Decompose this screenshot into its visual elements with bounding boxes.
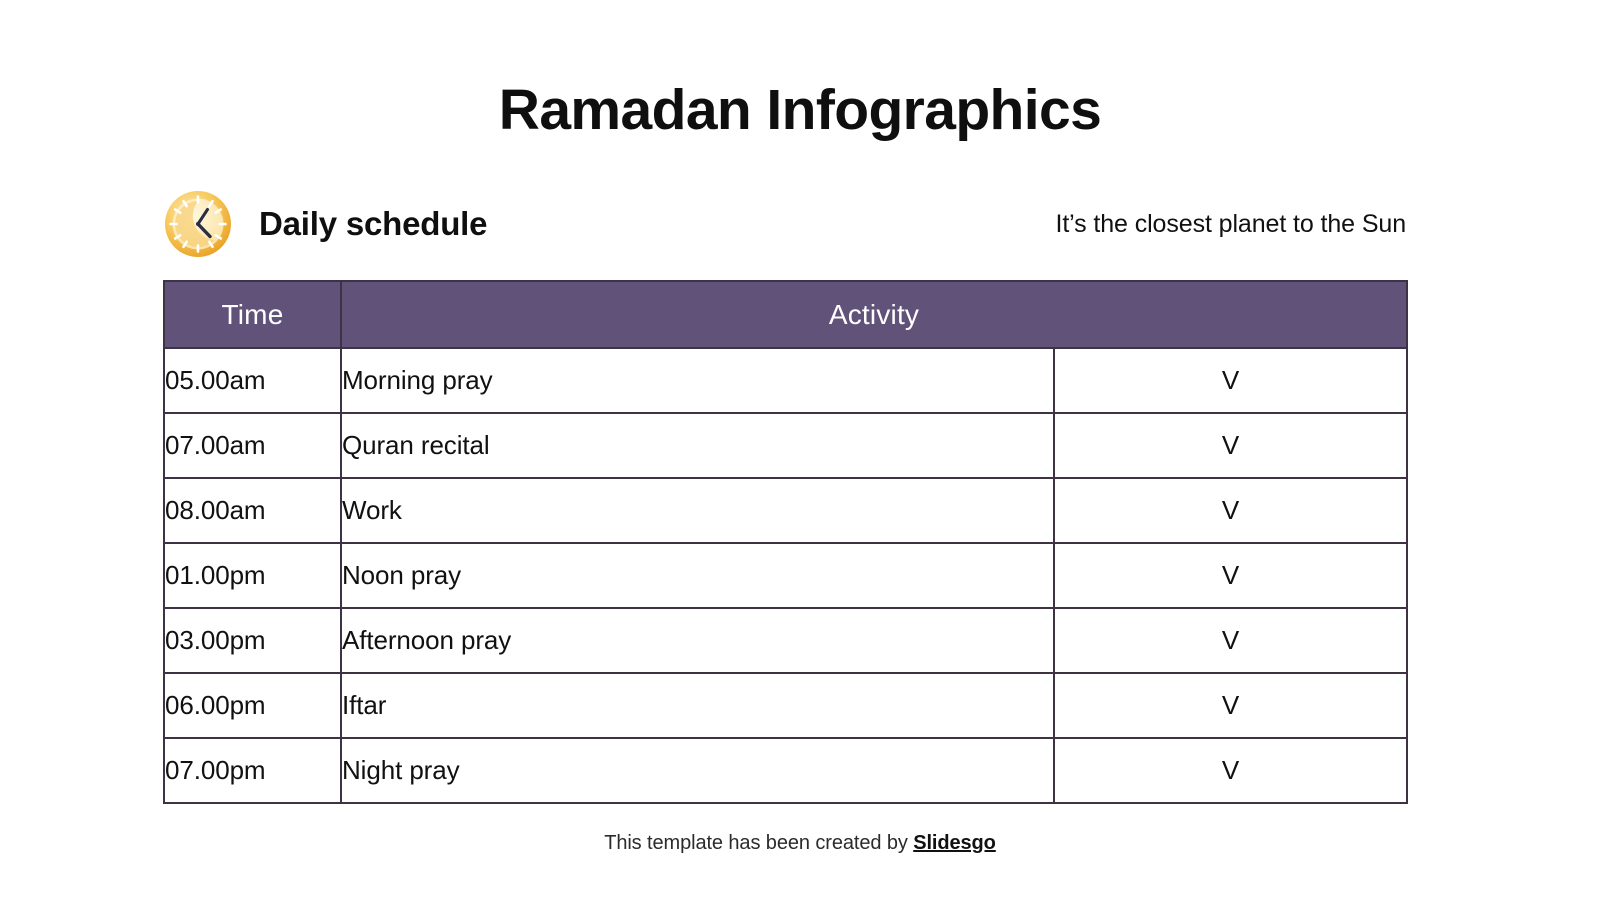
table-row	[164, 608, 1407, 673]
table-row	[164, 413, 1407, 478]
section-header	[163, 190, 1406, 258]
table-row	[164, 738, 1407, 803]
table-row	[164, 673, 1407, 738]
cell-activity: Work	[341, 478, 1054, 543]
cell-activity: Noon pray	[341, 543, 1054, 608]
cell-activity: Night pray	[341, 738, 1054, 803]
table-header-row	[164, 281, 1407, 348]
table-row	[164, 478, 1407, 543]
daily-schedule-table	[163, 280, 1408, 804]
column-header-time: Time	[164, 281, 341, 348]
cell-activity: Morning pray	[341, 348, 1054, 413]
slidesgo-link[interactable]: Slidesgo	[913, 832, 996, 854]
page-title: Ramadan Infographics	[498, 78, 1102, 142]
cell-check-mark[interactable]: V	[1054, 673, 1407, 738]
table-row	[164, 543, 1407, 608]
table-row	[164, 348, 1407, 413]
cell-activity: Afternoon pray	[341, 608, 1054, 673]
clock-icon	[163, 189, 233, 259]
cell-activity: Quran recital	[341, 413, 1054, 478]
footer-text: This template has been created by	[604, 832, 914, 854]
column-header-activity: Activity	[341, 281, 1407, 348]
cell-check-mark[interactable]: V	[1054, 543, 1407, 608]
cell-time: 05.00am	[164, 348, 341, 413]
cell-time: 08.00am	[164, 478, 341, 543]
cell-activity: Iftar	[341, 673, 1054, 738]
cell-time: 07.00pm	[164, 738, 341, 803]
cell-check-mark[interactable]: V	[1054, 478, 1407, 543]
footer	[0, 832, 1600, 855]
cell-check-mark[interactable]: V	[1054, 348, 1407, 413]
cell-check-mark[interactable]: V	[1054, 608, 1407, 673]
cell-time: 03.00pm	[164, 608, 341, 673]
section-note: It’s the closest planet to the Sun	[1055, 209, 1406, 238]
cell-check-mark[interactable]: V	[1054, 738, 1407, 803]
cell-check-mark[interactable]: V	[1054, 413, 1407, 478]
cell-time: 07.00am	[164, 413, 341, 478]
cell-time: 01.00pm	[164, 543, 341, 608]
table-body	[164, 348, 1407, 803]
cell-time: 06.00pm	[164, 673, 341, 738]
section-title: Daily schedule	[259, 205, 488, 242]
